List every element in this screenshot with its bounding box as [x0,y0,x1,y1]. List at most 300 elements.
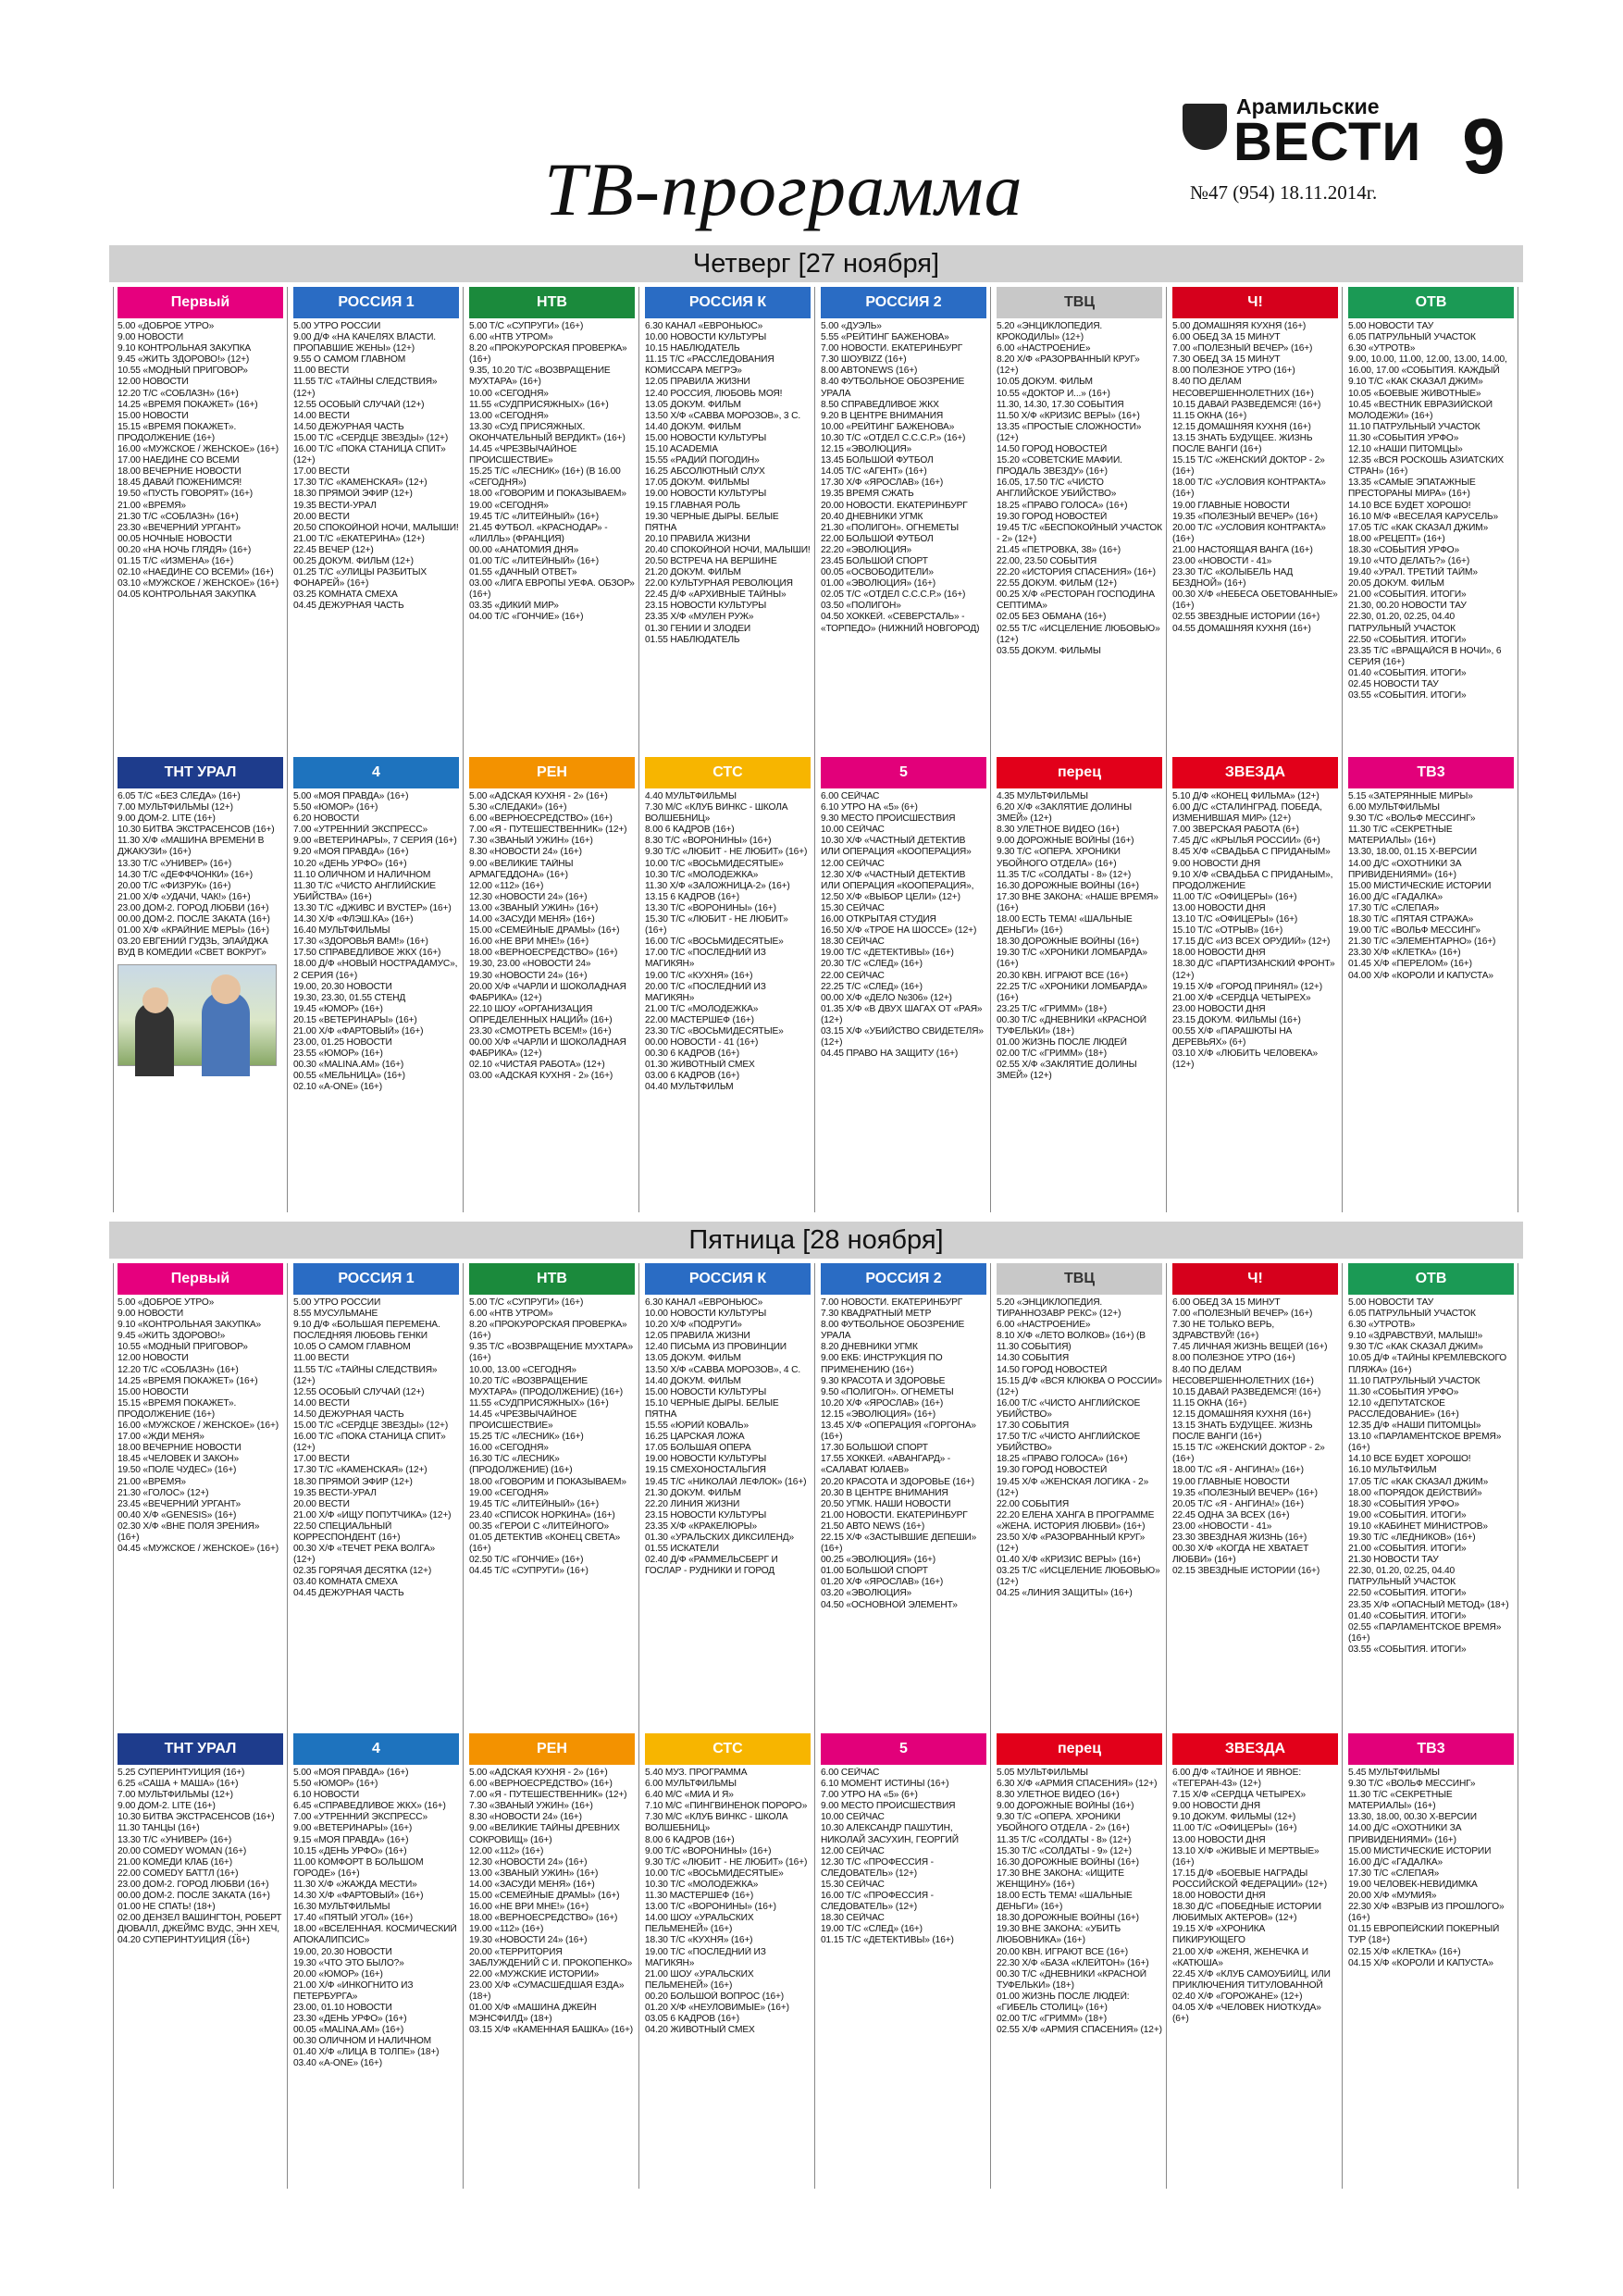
program-item: 20.00 Х/Ф «ЧАРЛИ И ШОКОЛАДНАЯ ФАБРИКА» (12+) [469,981,626,1003]
program-item: 12.40 РОССИЯ, ЛЮБОВЬ МОЯ! [645,388,783,399]
program-item: 10.05 «БОЕВЫЕ ЖИВОТНЫЕ» [1348,388,1481,399]
program-item: 19.45 Х/Ф «ЖЕНСКАЯ ЛОГИКА - 2» (12+) [997,1476,1149,1498]
program-item: 04.50 ХОККЕЙ. «СЕВЕРСТАЛЬ» - «ТОРПЕДО» (НИЖНИЙ НОВГОРОД) [821,612,980,634]
program-item: 01.30 «УРАЛЬСКИХ ДИКСИЛЕНД» [645,1532,795,1543]
program-item: 7.00 «Я - ПУТЕШЕСТВЕННИК» (12+) [469,825,627,836]
tvc-logo: ТВЦ [997,287,1162,318]
program-item: 13.30 Т/С «УНИВЕР» (16+) [118,858,232,869]
program-item: 23.30 ЗВЕЗДНАЯ ЖИЗНЬ (16+) [1172,1532,1307,1543]
program-item: 11.55 Т/С «ТАЙНЫ СЛЕДСТВИЯ» (12+) [293,377,438,399]
program-item: 19.30 «ЧТО ЭТО БЫЛО?» [293,1957,404,1968]
program-item: 20.00 «ЮМОР» (16+) [293,1968,383,1980]
program-item: 6.00 МУЛЬТФИЛЬМЫ [645,1779,737,1790]
russia-k-logo: РОССИЯ К [645,287,811,318]
program-item: 15.00 «СЕМЕЙНЫЕ ДРАМЫ» (16+) [469,925,620,937]
program-item: 22.30, 01.20, 02.25, 04.40 ПАТРУЛЬНЫЙ УЧАСТОК [1348,612,1456,634]
sts-logo: СТС [645,757,811,788]
program-item: 9.10 Т/С «КАК СКАЗАЛ ДЖИМ» [1348,377,1483,388]
program-item: 20.30 В ЦЕНТРЕ ВНИМАНИЯ [821,1487,948,1498]
program-item: 5.25 СУПЕРИНТУИЦИЯ (16+) [118,1768,245,1778]
program-item: 14.40 ДОКУМ. ФИЛЬМ [645,1375,741,1386]
program-item: 5.00 «МОЯ ПРАВДА» (16+) [293,791,409,801]
program-item: 10.30 Т/С «МОЛОДЕЖКА» [645,1879,759,1890]
program-item: 11.35 Т/С «СОЛДАТЫ - 8» (12+) [997,1834,1132,1845]
program-item: 11.10 ПАТРУЛЬНЫЙ УЧАСТОК [1348,1375,1481,1386]
program-item: 11.50 Х/Ф «КРИЗИС ВЕРЫ» (16+) [997,410,1140,421]
program-item: 04.00 Т/С «ГОНЧИЕ» (16+) [469,612,584,623]
program-item: 01.40 Х/Ф «КРИЗИС ВЕРЫ» (16+) [997,1555,1141,1566]
program-item: 02.55 «ПАРЛАМЕНТСКОЕ ВРЕМЯ» (16+) [1348,1621,1502,1644]
program-item: 22.50 «СОБЫТИЯ. ИТОГИ» [1348,1588,1467,1599]
perec-logo: перец [997,1733,1162,1765]
program-list [469,791,635,1082]
otv-logo: ОТВ [1348,1263,1514,1295]
program-item: 11.35 Т/С «СОЛДАТЫ - 8» (12+) [997,869,1132,880]
program-item: 8.55 МУСУЛЬМАНЕ [293,1309,378,1320]
program-item: 6.45 «СПРАВЕДЛИВОЕ ЖКХ» (16+) [293,1801,446,1812]
program-item: 20.40 ДНЕВНИКИ УГМК [821,511,923,522]
program-item: 5.40 МУЗ. ПРОГРАММА [645,1768,748,1778]
program-item: 13.45 БОЛЬШОЙ ФУТБОЛ [821,455,934,466]
program-item: 5.00 НОВОСТИ ТАУ [1348,321,1434,331]
tnt-ural-logo: ТНТ УРАЛ [118,757,283,788]
program-item: 14.30 СОБЫТИЯ [997,1353,1070,1364]
program-item: 6.00 ОБЕД ЗА 15 МИНУТ [1172,332,1281,343]
program-item: 10.00 СЕЙЧАС [821,825,885,836]
program-item: 6.00 СЕЙЧАС [821,1768,880,1778]
program-item: 14.25 «ВРЕМЯ ПОКАЖЕТ» (16+) [118,1375,258,1386]
program-item: 01.00 ЖИЗНЬ ПОСЛЕ ЛЮДЕЙ [997,1037,1127,1049]
program-item: 9.00 МЕСТО ПРОИСШЕСТВИЯ [821,1801,956,1812]
program-item: 20.00 COMEDY WOMAN (16+) [118,1845,247,1856]
program-item: 23.00, 01.10 НОВОСТИ [293,2002,392,2013]
program-item: 02.40 Д/Ф «РАММЕЛЬСБЕРГ И ГОСЛАР - РУДНИКИ И ГОРОД [645,1555,778,1577]
program-item: 7.00 МУЛЬТФИЛЬМЫ (12+) [118,802,233,813]
program-item: 00.20 «НА НОЧЬ ГЛЯДЯ» (16+) [118,544,252,555]
channel-block [293,1263,459,1726]
program-item: 16.30 ДОРОЖНЫЕ ВОЙНЫ (16+) [997,880,1139,891]
program-item: 15.10 ACADEMIA [645,444,718,455]
program-item: 5.00 «МОЯ ПРАВДА» (16+) [293,1768,409,1778]
program-item: 21.00 Т/С «МОЛОДЕЖКА» [645,1003,759,1014]
program-item: 18.00 Д/Ф «НОВЫЙ НОСТРАДАМУС», 2 СЕРИЯ (16+) [293,959,458,981]
program-item: 7.00 «Я - ПУТЕШЕСТВЕННИК» (12+) [469,1790,627,1801]
program-item: 4.35 МУЛЬТФИЛЬМЫ [997,791,1088,801]
program-item: 14.50 ДЕЖУРНАЯ ЧАСТЬ [293,1409,404,1420]
program-item: 16.40 МУЛЬТФИЛЬМЫ [293,925,390,937]
program-item: 20.00 Х/Ф «МУМИЯ» [1348,1891,1437,1902]
program-item: 03.25 КОМНАТА СМЕХА [293,590,398,601]
program-item: 18.30 ПРЯМОЙ ЭФИР (12+) [293,489,413,500]
program-item: 11.30 МАСТЕРШЕФ (16+) [645,1891,754,1902]
program-item: 14.40 ДОКУМ. ФИЛЬМ [645,421,741,432]
channel-one-logo: Первый [118,287,283,318]
program-list [118,1297,283,1555]
program-item: 18.00 «ВЕРНОЕСРЕДСТВО» (16+) [469,948,618,959]
program-item: 22.10 ШОУ «ОРГАНИЗАЦИЯ ОПРЕДЕЛЕННЫХ НАЦИЙ» (16+) [469,1003,613,1025]
program-item: 20.30 КВН. ИГРАЮТ ВСЕ (16+) [997,970,1129,981]
program-item: 4.40 МУЛЬТФИЛЬМЫ [645,791,737,801]
program-item: 01.00 Х/Ф «КРАЙНИЕ МЕРЫ» (16+) [118,925,269,937]
program-item: 13.10 Т/С «ОФИЦЕРЫ» (16+) [1172,914,1298,925]
program-item: 13.35 «САМЫЕ ЭПАТАЖНЫЕ ПРЕСТОРАНЫ МИРА» (16+) [1348,478,1476,500]
program-item: 18.00 ЕСТЬ ТЕМА! «ШАЛЬНЫЕ ДЕНЬГИ» (16+) [997,914,1133,937]
program-item: 22.45 ОДНА ЗА ВСЕХ (16+) [1172,1509,1290,1520]
program-item: 22.30 Х/Ф «БАЗА «КЛЕЙТОН» (16+) [997,1957,1149,1968]
program-item: 6.30 Х/Ф «АРМИЯ СПАСЕНИЯ» (12+) [997,1779,1158,1790]
program-item: 22.45 ВЕЧЕР (12+) [293,544,374,555]
program-item: 15.55 «ЮРИЙ КОВАЛЬ» [645,1421,749,1432]
program-item: 19.00 Т/С «ПОСЛЕДНИЙ ИЗ МАГИКЯН» [645,1946,766,1968]
program-item: 13.05 ДОКУМ. ФИЛЬМ [645,1353,741,1364]
program-item: 01.30 ГЕНИИ И ЗЛОДЕИ [645,623,751,634]
program-item: 19.00 «СОБЫТИЯ. ИТОГИ» [1348,1509,1467,1520]
program-item: 6.30 КАНАЛ «ЕВРОНЬЮС» [645,1297,763,1308]
program-item: 23.00 ДОМ-2. ГОРОД ЛЮБВИ (16+) [118,902,269,913]
program-item: 00.00 Х/Ф «ЧАРЛИ И ШОКОЛАДНАЯ ФАБРИКА» (12+) [469,1037,626,1060]
program-item: 18.30 ПРЯМОЙ ЭФИР (12+) [293,1476,413,1487]
program-item: 10.30 БИТВА ЭКСТРАСЕНСОВ (16+) [118,1812,275,1823]
program-item: 19.45 Т/С «ЛИТЕЙНЫЙ» (16+) [469,511,599,522]
program-item: 18.30 СЕЙЧАС [821,1913,885,1924]
program-item: 19.30 «НОВОСТИ 24» (16+) [469,970,588,981]
program-item: 02.45 НОВОСТИ ТАУ [1348,679,1439,689]
program-item: 9.10 КОНТРОЛЬНАЯ ЗАКУПКА [118,343,251,354]
program-item: 8.30 «НОВОСТИ 24» (16+) [469,1812,582,1823]
program-item: 6.25 «САША + МАША» (16+) [118,1779,239,1790]
program-item: 01.00 «ЭВОЛЮЦИЯ» (16+) [821,578,936,590]
program-item: 22.25 Т/С «СЛЕД» (16+) [821,981,923,992]
russia-1-logo: РОССИЯ 1 [293,1263,459,1295]
program-item: 8.45 Х/Ф «СВАДЬБА С ПРИДАНЫМ» [1172,847,1331,858]
channel-block [1348,287,1514,750]
program-item: 03.40 КОМНАТА СМЕХА [293,1577,398,1588]
program-item: 04.45 ДЕЖУРНАЯ ЧАСТЬ [293,601,404,612]
program-item: 02.10 «ЧИСТАЯ РАБОТА» (12+) [469,1060,605,1071]
program-item: 17.30 БОЛЬШОЙ СПОРТ [821,1443,928,1454]
program-item: 21.00 «СОБЫТИЯ. ИТОГИ» [1348,1544,1467,1555]
program-item: 13.30 «СУД ПРИСЯЖНЫХ. ОКОНЧАТЕЛЬНЫЙ ВЕРДИКТ» (16+) [469,421,626,443]
program-item: 12.30 «НОВОСТИ 24» (16+) [469,891,588,902]
program-item: 15.00 НОВОСТИ КУЛЬТУРЫ [645,1386,767,1397]
program-item: 04.50 «ОСНОВНОЙ ЭЛЕМЕНТ» [821,1599,958,1610]
program-item: 21.00 Х/Ф «ФАРТОВЫЙ» (16+) [293,1025,424,1036]
program-item: 6.30 КАНАЛ «ЕВРОНЬЮС» [645,321,763,331]
program-item: 23.35 Х/Ф «КРАКЕЛЮРЫ» [645,1520,758,1532]
program-item: 13.35 «ПРОСТЫЕ СЛОЖНОСТИ» (12+) [997,421,1142,443]
channel-block [293,287,459,750]
program-item: 02.15 ЗВЕЗДНЫЕ ИСТОРИИ (16+) [1172,1566,1320,1577]
program-item: 10.00 «РЕЙТИНГ БАЖЕНОВА» [821,421,955,432]
program-item: 10.30 Х/Ф «ЧАСТНЫЙ ДЕТЕКТИВ ИЛИ ОПЕРАЦИЯ «КООПЕРАЦИЯ» [821,836,972,858]
program-item: 15.00 НОВОСТИ [118,1386,189,1397]
program-item: 22.55 ДОКУМ. ФИЛЬМ (12+) [997,578,1117,590]
program-list [1348,1768,1514,1969]
program-list [1172,1768,1338,2025]
program-item: 01.20 Х/Ф «НЕУЛОВИМЫЕ» (16+) [645,2002,789,2013]
program-list [645,791,811,1094]
che-logo: Ч! [1172,287,1338,318]
program-item: 21.00 ШОУ «УРАЛЬСКИХ ПЕЛЬМЕНЕЙ» (16+) [645,1968,754,1991]
program-item: 7.10 М/С «ПИНГВИНЁНОК ПОРОРО» [645,1801,808,1812]
program-item: 7.00 УТРО НА «5» (6+) [821,1790,918,1801]
russia-2-logo: РОССИЯ 2 [821,1263,986,1295]
program-item: 11.15 ОКНА (16+) [1172,410,1247,421]
program-item: 22.00 СОБЫТИЯ [997,1498,1070,1509]
program-item: 7.00 МУЛЬТФИЛЬМЫ (12+) [118,1790,233,1801]
program-item: 6.00 «ВЕРНОЕСРЕДСТВО» (16+) [469,813,613,825]
issue-info: №47 (954) 18.11.2014г. [1190,181,1378,204]
program-item: 8.40 ФУТБОЛЬНОЕ ОБОЗРЕНИЕ УРАЛА [821,377,965,399]
program-item: 20.50 УГМК. НАШИ НОВОСТИ [821,1498,951,1509]
program-item: 19.15 Х/Ф «ХРОНИКА ПИКИРУЮЩЕГО [1172,1924,1266,1946]
program-item: 10.20 Т/С «ВОЗВРАЩЕНИЕ МУХТАРА» (ПРОДОЛЖЕНИЕ) (16+) [469,1375,623,1397]
program-item: 6.00 «НТВ УТРОМ» [469,1309,553,1320]
program-item: 19.00, 20.30 НОВОСТИ [293,981,392,992]
program-item: 18.25 «ПРАВО ГОЛОСА» (16+) [997,500,1128,511]
program-item: 20.30 Т/С «СЛЕД» (16+) [821,959,923,970]
program-item: 20.00 «ТЕРРИТОРИЯ ЗАБЛУЖДЕНИЙ С И. ПРОКОПЕНКО» [469,1946,633,1968]
program-item: 23.35 Х/Ф «ОПАСНЫЙ МЕТОД» (18+) [1348,1599,1509,1610]
channel-block [645,1263,811,1726]
program-item: 11.30 Т/С «ЧИСТО АНГЛИЙСКИЕ УБИЙСТВА» (16+) [293,880,436,902]
program-item: 02.15 Х/Ф «КЛЕТКА» (16+) [1348,1946,1461,1957]
program-item: 9.30 Т/С «КАК СКАЗАЛ ДЖИМ» [1348,1342,1483,1353]
program-item: 14.50 ДЕЖУРНАЯ ЧАСТЬ [293,421,404,432]
program-item: 03.05 6 КАДРОВ (16+) [645,2014,739,2025]
program-item: 6.00 «ВЕРНОЕСРЕДСТВО» (16+) [469,1779,613,1790]
program-item: 13.00 «СЕГОДНЯ» [469,410,549,421]
program-item: 21.00 НОВОСТИ. ЕКАТЕРИНБУРГ [821,1509,968,1520]
program-item: 17.00 «ЖДИ МЕНЯ» [118,1432,204,1443]
program-item: 15.15 Т/С «ЖЕНСКИЙ ДОКТОР - 2» (16+) [1172,455,1325,478]
program-item: 20.05 ДОКУМ. ФИЛЬМ [1348,578,1444,590]
program-item: 16.30 МУЛЬТФИЛЬМЫ [293,1902,390,1913]
program-item: 6.10 МОМЕНТ ИСТИНЫ (16+) [821,1779,949,1790]
program-item: 5.00 ДОМАШНЯЯ КУХНЯ (16+) [1172,321,1307,331]
program-item: 21.30 Т/С «ЭЛЕМЕНТАРНО» (16+) [1348,937,1496,948]
program-item: 11.15 ОКНА (16+) [1172,1397,1247,1409]
program-item: 7.00 ЗВЕРСКАЯ РАБОТА (6+) [1172,825,1299,836]
program-item: 17.55 ХОККЕЙ. «АВАНГАРД» - «САЛАВАТ ЮЛАЕВ» [821,1454,951,1476]
program-item: 5.10 Д/Ф «КОНЕЦ ФИЛЬМА» (12+) [1172,791,1319,801]
program-item: 22.45 Д/Ф «АРХИВНЫЕ ТАЙНЫ» [645,590,787,601]
program-item: 13.50 Х/Ф «САВВА МОРОЗОВ», 3 С. [645,410,801,421]
program-item: 7.00 НОВОСТИ. ЕКАТЕРИНБУРГ [821,343,963,354]
program-item: 15.00 МИСТИЧЕСКИЕ ИСТОРИИ [1348,880,1492,891]
program-item: 20.00 НОВОСТИ. ЕКАТЕРИНБУРГ [821,500,968,511]
program-item: 8.00 6 КАДРОВ (16+) [645,825,735,836]
otv-logo: ОТВ [1348,287,1514,318]
program-item: 14.00 «ЗАСУДИ МЕНЯ» (16+) [469,1879,595,1890]
program-item: 23.30 «ДЕНЬ УРФО» (16+) [293,2014,407,2025]
program-item: 14.25 «ВРЕМЯ ПОКАЖЕТ» (16+) [118,399,258,410]
program-list [118,1768,283,1947]
program-item: 21.20 ДОКУМ. ФИЛЬМ [645,567,741,578]
program-item: 21.00 Х/Ф «УДАЧИ, ЧАК!» (16+) [118,891,251,902]
channel-column [1169,287,1343,1212]
program-item: 6.05 Т/С «БЕЗ СЛЕДА» (16+) [118,791,241,801]
channel-column [993,287,1167,1212]
program-item: 04.05 КОНТРОЛЬНАЯ ЗАКУПКА [118,590,256,601]
program-item: 12.50 Х/Ф «ВЫБОР ЦЕЛИ» (12+) [821,891,960,902]
program-item: 00.00 ДОМ-2. ПОСЛЕ ЗАКАТА (16+) [118,1891,270,1902]
program-item: 7.45 ЛИЧНАЯ ЖИЗНЬ ВЕЩЕЙ (16+) [1172,1342,1328,1353]
program-item: 19.10 «КАБИНЕТ МИНИСТРОВ» [1348,1520,1488,1532]
channel-column [817,287,991,1212]
program-item: 18.30 Д/С «ПАРТИЗАНСКИЙ ФРОНТ» (12+) [1172,959,1335,981]
program-item: 7.30 «ЗВАНЫЙ УЖИН» (16+) [469,836,593,847]
program-item: 19.00 НОВОСТИ КУЛЬТУРЫ [645,1454,767,1465]
program-item: 10.55 «ДОКТОР И...» (16+) [997,388,1110,399]
program-item: 5.00 УТРО РОССИИ [293,1297,381,1308]
program-item: 00.30 ОЛИЧНОМ И НАЛИЧНОМ [293,2036,432,2047]
program-item: 8.20 Х/Ф «РАЗОРВАННЫЙ КРУГ» (12+) [997,354,1140,377]
program-item: 9.15 «МОЯ ПРАВДА» (16+) [293,1834,409,1845]
channel-block [997,757,1162,1212]
channel-column [290,1263,464,2189]
program-item: 12.15 «ЭВОЛЮЦИЯ» (16+) [821,1409,936,1420]
program-item: 00.30 Т/С «ДНЕВНИКИ «КРАСНОЙ ТУФЕЛЬКИ» (18+) [997,1968,1146,1991]
program-list [1348,321,1514,701]
program-item: 18.00 «ВСЕЛЕННАЯ. КОСМИЧЕСКИЙ АПОКАЛИПСИС» [293,1924,457,1946]
program-item: 01.55 НАБЛЮДАТЕЛЬ [645,634,740,645]
program-item: 8.30 Т/С «ВОРОНИНЫ» (16+) [645,836,772,847]
program-item: 9.10 «ЗДРАВСТВУЙ, МАЛЫШ!» [1348,1331,1483,1342]
program-list [469,1768,635,2036]
russia-1-logo: РОССИЯ 1 [293,287,459,318]
program-item: 7.30 М/С «КЛУБ ВИНКС - ШКОЛА ВОЛШЕБНИЦ» [645,802,788,825]
day-schedule [113,1263,1523,2189]
program-item: 11.30 Т/С «СЕКРЕТНЫЕ МАТЕРИАЛЫ» (16+) [1348,825,1453,847]
program-item: 23.00 ДОМ-2. ГОРОД ЛЮБВИ (16+) [118,1879,269,1890]
program-item: 19.00, 20.30 НОВОСТИ [293,1946,392,1957]
program-item: 9.10 «КОНТРОЛЬНАЯ ЗАКУПКА» [118,1320,262,1331]
program-item: 02.30 Х/Ф «ВНЕ ПОЛЯ ЗРЕНИЯ» (16+) [118,1520,260,1543]
perec-logo: перец [997,757,1162,788]
program-item: 12.35 Д/Ф «НАШИ ПИТОМЦЫ» [1348,1421,1481,1432]
program-item: 12.15 ДОМАШНЯЯ КУХНЯ (16+) [1172,421,1311,432]
day-header: Четверг [27 ноября] [109,245,1523,282]
program-item: 7.30 КВАДРАТНЫЙ МЕТР [821,1309,932,1320]
program-item: 14.30 Х/Ф «ФЛЭШ.КА» (16+) [293,914,414,925]
program-item: 01.25 Т/С «УЛИЦЫ РАЗБИТЫХ ФОНАРЕЙ» (16+) [293,567,427,590]
channel-column [465,1263,639,2189]
program-item: 18.00 ВЕЧЕРНИЕ НОВОСТИ [118,1443,242,1454]
program-item: 8.20 «ПРОКУРОРСКАЯ ПРОВЕРКА» (16+) [469,1320,627,1342]
program-item: 17.50 СПРАВЕДЛИВОЕ ЖКХ (16+) [293,948,441,959]
program-item: 11.30 Т/С «СЕКРЕТНЫЕ МАТЕРИАЛЫ» (16+) [1348,1790,1453,1812]
program-item: 19.00 «СЕГОДНЯ» [469,500,549,511]
program-item: 10.55 «МОДНЫЙ ПРИГОВОР» [118,1342,248,1353]
channel-block [293,1733,459,2189]
program-item: 02.35 ГОРЯЧАЯ ДЕСЯТКА (12+) [293,1566,432,1577]
program-item: 7.00 «ПОЛЕЗНЫЙ ВЕЧЕР» (16+) [1172,343,1313,354]
program-item: 9.00, 10.00, 11.00, 12.00, 13.00, 14.00, 16.00, 17.00 «СОБЫТИЯ. КАЖДЫЙ [1348,354,1507,377]
program-item: 18.45 ДАВАЙ ПОЖЕНИМСЯ! [118,478,242,489]
program-item: 00.00 НОВОСТИ - 41 (16+) [645,1037,759,1049]
program-item: 5.20 «ЭНЦИКЛОПЕДИЯ. ТИРАННОЗАВР РЕКС» (12+) [997,1297,1121,1320]
program-item: 23.30 Х/Ф «КЛЕТКА» (16+) [1348,948,1461,959]
channel-block [821,1263,986,1726]
program-item: 01.15 Т/С «ИЗМЕНА» (16+) [118,555,234,566]
program-item: 19.30 ЧЕРНЫЕ ДЫРЫ. БЕЛЫЕ ПЯТНА [645,511,779,533]
program-item: 22.30 Х/Ф «ВЗРЫВ ИЗ ПРОШЛОГО» (16+) [1348,1902,1505,1924]
program-list [1348,791,1514,982]
program-item: 12.10 «НАШИ ПИТОМЦЫ» [1348,444,1463,455]
program-item: 10.20 «ДЕНЬ УРФО» (16+) [293,858,407,869]
program-item: 04.20 СУПЕРИНТУИЦИЯ (16+) [118,1935,250,1946]
program-item: 10.15 ДАВАЙ РАЗВЕДЕМСЯ! (16+) [1172,399,1321,410]
program-item: 19.35 ВРЕМЯ СЖАТЬ [821,489,914,500]
program-item: 13.10 «ПАРЛАМЕНТСКОЕ ВРЕМЯ» (16+) [1348,1432,1502,1454]
program-list [469,321,635,624]
program-item: 18.00 ЕСТЬ ТЕМА! «ШАЛЬНЫЕ ДЕНЬГИ» (16+) [997,1891,1133,1913]
program-item: 22.20 «ЭВОЛЮЦИЯ» [821,544,912,555]
program-item: 9.00 НОВОСТИ [118,1309,184,1320]
channel-column [114,1263,288,2189]
program-item: 10.20 Х/Ф «ПОДРУГИ» [645,1320,742,1331]
program-item: 6.00 Д/Ф «ТАЙНОЕ И ЯВНОЕ: «ТЕГЕРАН-43» (12+) [1172,1768,1301,1790]
program-item: 03.00 «АДСКАЯ КУХНЯ - 2» (16+) [469,1071,613,1082]
channel-column [993,1263,1167,2189]
program-item: 18.30 Т/С «КУХНЯ» (16+) [645,1935,753,1946]
program-item: 02.50 Т/С «ГОНЧИЕ» (16+) [469,1555,584,1566]
tnt-ural-logo: ТНТ УРАЛ [118,1733,283,1765]
program-item: 17.30 ВНЕ ЗАКОНА: «ИЩИТЕ ЖЕНЩИНУ» (16+) [997,1868,1124,1890]
program-item: 14.00 «ЗАСУДИ МЕНЯ» (16+) [469,914,595,925]
ren-tv-logo: РЕН [469,1733,635,1765]
program-item: 23.00 «НОВОСТИ - 41» [1172,1520,1272,1532]
program-item: 13.30 Т/С «ДЖИВС И ВУСТЕР» (16+) [293,902,452,913]
program-item: 10.15 «ДЕНЬ УРФО» (16+) [293,1845,407,1856]
program-item: 14.00 ВЕСТИ [293,410,350,421]
program-item: 13.30 Т/С «УНИВЕР» (16+) [118,1834,232,1845]
program-item: 01.45 Х/Ф «ПЕРЕЛОМ» (16+) [1348,959,1472,970]
program-item: 22.00 КУЛЬТУРНАЯ РЕВОЛЮЦИЯ [645,578,793,590]
program-item: 19.15 ГЛАВНАЯ РОЛЬ [645,500,740,511]
program-list [293,1297,459,1600]
program-item: 03.50 «ПОЛИГОН» [821,601,901,612]
program-item: 22.20 «ИСТОРИЯ СПАСЕНИЯ» (16+) [997,567,1156,578]
program-item: 02.00 Т/С «ГРИММ» (18+) [997,1049,1107,1060]
program-item: 9.00 «ВЕТЕРИНАРЫ» (16+) [293,1823,413,1834]
program-item: 13.15 ЗНАТЬ БУДУЩЕЕ. ЖИЗНЬ ПОСЛЕ ВАНГИ (16+) [1172,1421,1313,1443]
program-item: 10.30 Т/С «ОТДЕЛ С.С.С.Р.» (16+) [821,432,966,443]
program-item: 01.00 НЕ СПАТЬ! (18+) [118,1902,216,1913]
program-item: 8.00 ПОЛЕЗНОЕ УТРО (16+) [1172,1353,1295,1364]
program-item: 15.00 МИСТИЧЕСКИЕ ИСТОРИИ [1348,1845,1492,1856]
program-item: 12.55 ОСОБЫЙ СЛУЧАЙ (12+) [293,399,425,410]
russia-k-logo: РОССИЯ К [645,1263,811,1295]
program-item: 19.50 «ПУСТЬ ГОВОРЯТ» (16+) [118,489,254,500]
program-item: 00.00 ДОМ-2. ПОСЛЕ ЗАКАТА (16+) [118,914,270,925]
program-item: 17.30 Т/С «СЛЕПАЯ» [1348,902,1440,913]
program-item: 14.00 Д/С «ОХОТНИКИ ЗА ПРИВИДЕНИЯМИ» (16+) [1348,1823,1462,1845]
program-item: 03.00 6 КАДРОВ (16+) [645,1071,739,1082]
movie-still-image [118,964,277,1066]
program-item: 6.10 УТРО НА «5» (6+) [821,802,918,813]
program-item: 6.05 ПАТРУЛЬНЫЙ УЧАСТОК [1348,332,1476,343]
program-item: 21.00 КОМЕДИ КЛАБ (16+) [118,1856,232,1868]
program-item: 17.50 Т/С «ЧИСТО АНГЛИЙСКОЕ УБИЙСТВО» [997,1432,1141,1454]
program-list [821,1768,986,1947]
day-header: Пятница [28 ноября] [109,1222,1523,1259]
program-item: 19.30 «НОВОСТИ 24» (16+) [469,1935,588,1946]
channel-column [817,1263,991,2189]
program-item: 22.00 СЕЙЧАС [821,970,885,981]
program-item: 23.25 Т/С «ГРИММ» (18+) [997,1003,1107,1014]
